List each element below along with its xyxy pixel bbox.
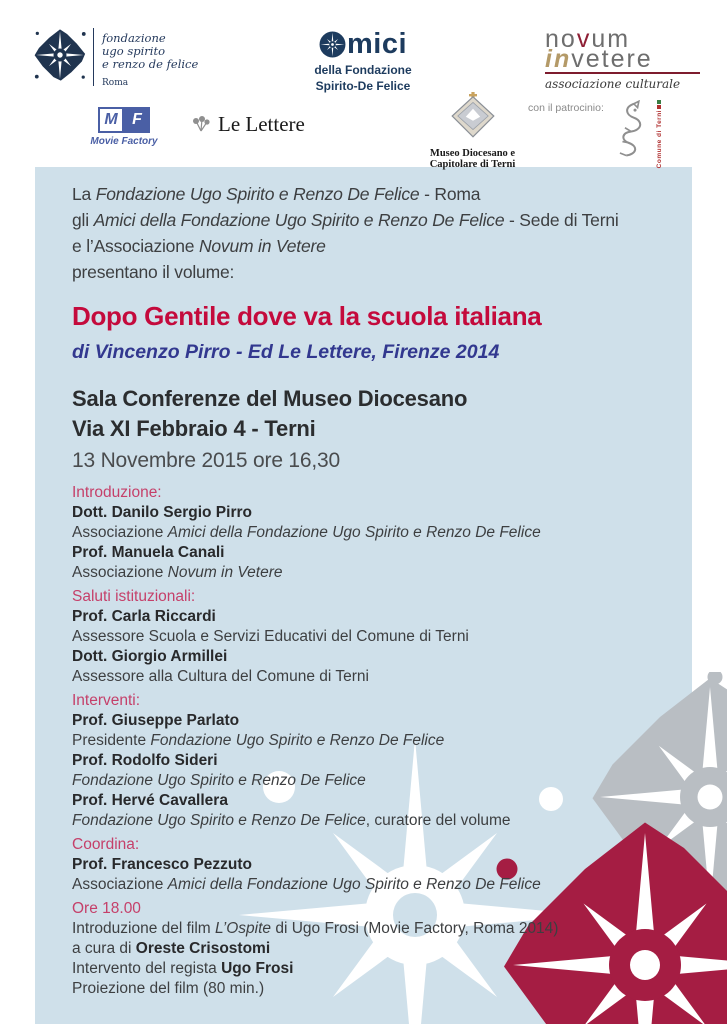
evening-line-3 [72,959,677,979]
comune-di-terni-mark [656,100,663,168]
le-lettere-logo [190,112,305,137]
intro-l1-post: - Roma [419,184,481,204]
fondazione-logo-divider [93,28,94,86]
fondazione-line1: fondazione [102,31,166,45]
terni-dragon-emblem-icon [611,100,649,158]
speaker-name: Prof. Rodolfo Sideri [72,752,218,769]
novum-tagline: associazione culturale [545,77,681,91]
novum-um: um [591,25,631,53]
role-pre: Associazione [72,524,168,541]
novum-in: in [545,45,572,73]
role-pre: Associazione [72,876,168,893]
flag-red-icon [657,105,661,109]
section-label-coordina: Coordina: [72,836,140,853]
section-label-introduzione: Introduzione: [72,484,162,501]
role-pre: Assessore Scuola e Servizi Educativi del Comune di Terni [72,628,469,645]
fondazione-line3: e renzo de felice [102,57,199,71]
amici-sub2: Spirito-De Felice [315,79,411,93]
fondazione-line2: ugo spirito [102,44,166,58]
amici-word-rest: mici [346,28,408,60]
speaker-name: Prof. Francesco Pezzuto [72,856,253,873]
amici-wordmark [308,28,418,61]
intro-l1-pre: La [72,184,96,204]
role-pre: Presidente [72,732,151,749]
museo-diocesano-logo [405,92,540,170]
role-em: Fondazione Ugo Spirito e Renzo De Felice [72,772,366,789]
speaker-role [72,627,677,647]
venue-block [72,384,677,444]
intro-line-2 [72,207,677,233]
amici-star-icon [319,31,346,58]
speaker-role [72,771,677,791]
book-title: Dopo Gentile dove va la scuola italiana [72,301,542,331]
evening-l1-pre: Introduzione del film [72,920,216,937]
intro-l2-em: Amici della Fondazione Ugo Spirito e Renzo De Felice [93,210,505,230]
presenters-intro [72,181,677,285]
museo-diocesano-caption: Museo Diocesano e Capitolare di Terni [429,148,516,170]
program-list [72,483,677,999]
intro-line-3 [72,233,677,259]
novum-vetere: vetere [571,45,653,73]
role-em: Amici della Fondazione Ugo Spirito e Renzo De Felice [167,876,541,893]
book-author-edition: di Vincenzo Pirro - Ed Le Lettere, Firenze 2014 [72,341,500,363]
novum-logo [545,25,710,91]
movie-factory-f: F [124,107,150,133]
novum-line2 [545,45,710,73]
intro-line-1 [72,181,677,207]
le-lettere-flower-icon [190,115,212,135]
event-datetime: 13 Novembre 2015 ore 16,30 [72,449,340,472]
intro-line-4: presentano il volume: [72,262,235,282]
movie-factory-label: Movie Factory [90,136,158,147]
evening-line-1 [72,919,677,939]
evening-l1-em: L’Ospite [215,920,272,937]
speaker-role [72,731,677,751]
comune-di-terni-label: Comune di Terni [655,110,663,169]
intro-l2-pre: gli [72,210,94,230]
movie-factory-monogram [88,107,160,133]
fondazione-logo [33,28,198,90]
novum-no: no [545,25,577,53]
movie-factory-logo [88,107,160,147]
role-em: Fondazione Ugo Spirito e Renzo De Felice [150,732,445,749]
speaker-role [72,563,677,583]
amici-sub1: della Fondazione [314,63,412,77]
evening-l2-bold: Oreste Crisostomi [135,940,271,957]
speaker-name: Dott. Giorgio Armillei [72,648,228,665]
patrocinio-label: con il patrocinio: [528,102,604,114]
amici-logo [308,28,418,93]
role-pre: Assessore alla Cultura del Comune di Terni [72,668,369,685]
fondazione-star-icon [33,28,87,82]
speaker-role [72,523,677,543]
flag-green-icon [657,100,661,104]
speaker-name: Prof. Hervé Cavallera [72,792,228,809]
evening-line-2 [72,939,677,959]
poster-content [72,181,677,999]
speaker-role [72,667,677,687]
movie-factory-m: M [98,107,124,133]
speaker-role [72,811,677,831]
evening-l2-pre: a cura di [72,940,136,957]
role-em: Novum in Vetere [167,564,283,581]
evening-l3-bold: Ugo Frosi [221,960,294,977]
role-em: Fondazione Ugo Spirito e Renzo De Felice [72,812,366,829]
role-em: Amici della Fondazione Ugo Spirito e Renzo De Felice [167,524,541,541]
museo-diocesano-emblem-icon [449,92,497,140]
intro-l3-em: Novum in Vetere [198,236,326,256]
role-pre: Associazione [72,564,168,581]
speaker-name: Dott. Danilo Sergio Pirro [72,504,252,521]
evening-line-4: Proiezione del film (80 min.) [72,980,265,997]
speaker-name: Prof. Manuela Canali [72,544,225,561]
le-lettere-label: Le Lettere [218,112,305,136]
speaker-name: Prof. Carla Riccardi [72,608,216,625]
patrocinio-logo [528,100,663,168]
intro-l2-post: - Sede di Terni [504,210,619,230]
section-label-interventi: Interventi: [72,692,141,709]
speaker-role [72,875,677,895]
speaker-name: Prof. Giuseppe Parlato [72,712,240,729]
evening-l3-pre: Intervento del regista [72,960,222,977]
venue-line-1: Sala Conferenze del Museo Diocesano [72,386,468,411]
intro-l3-pre: e l’Associazione [72,236,199,256]
novum-v: v [576,25,592,53]
evening-l1-post: di Ugo Frosi (Movie Factory, Roma 2014) [271,920,559,937]
venue-line-2: Via XI Febbraio 4 - Terni [72,416,316,441]
fondazione-logo-text [102,28,198,90]
section-label-ore-1800: Ore 18.00 [72,900,141,917]
fondazione-city: Roma [102,78,129,88]
intro-l1-em: Fondazione Ugo Spirito e Renzo De Felice [95,184,420,204]
role-post: , curatore del volume [365,812,511,829]
section-label-saluti: Saluti istituzionali: [72,588,196,605]
